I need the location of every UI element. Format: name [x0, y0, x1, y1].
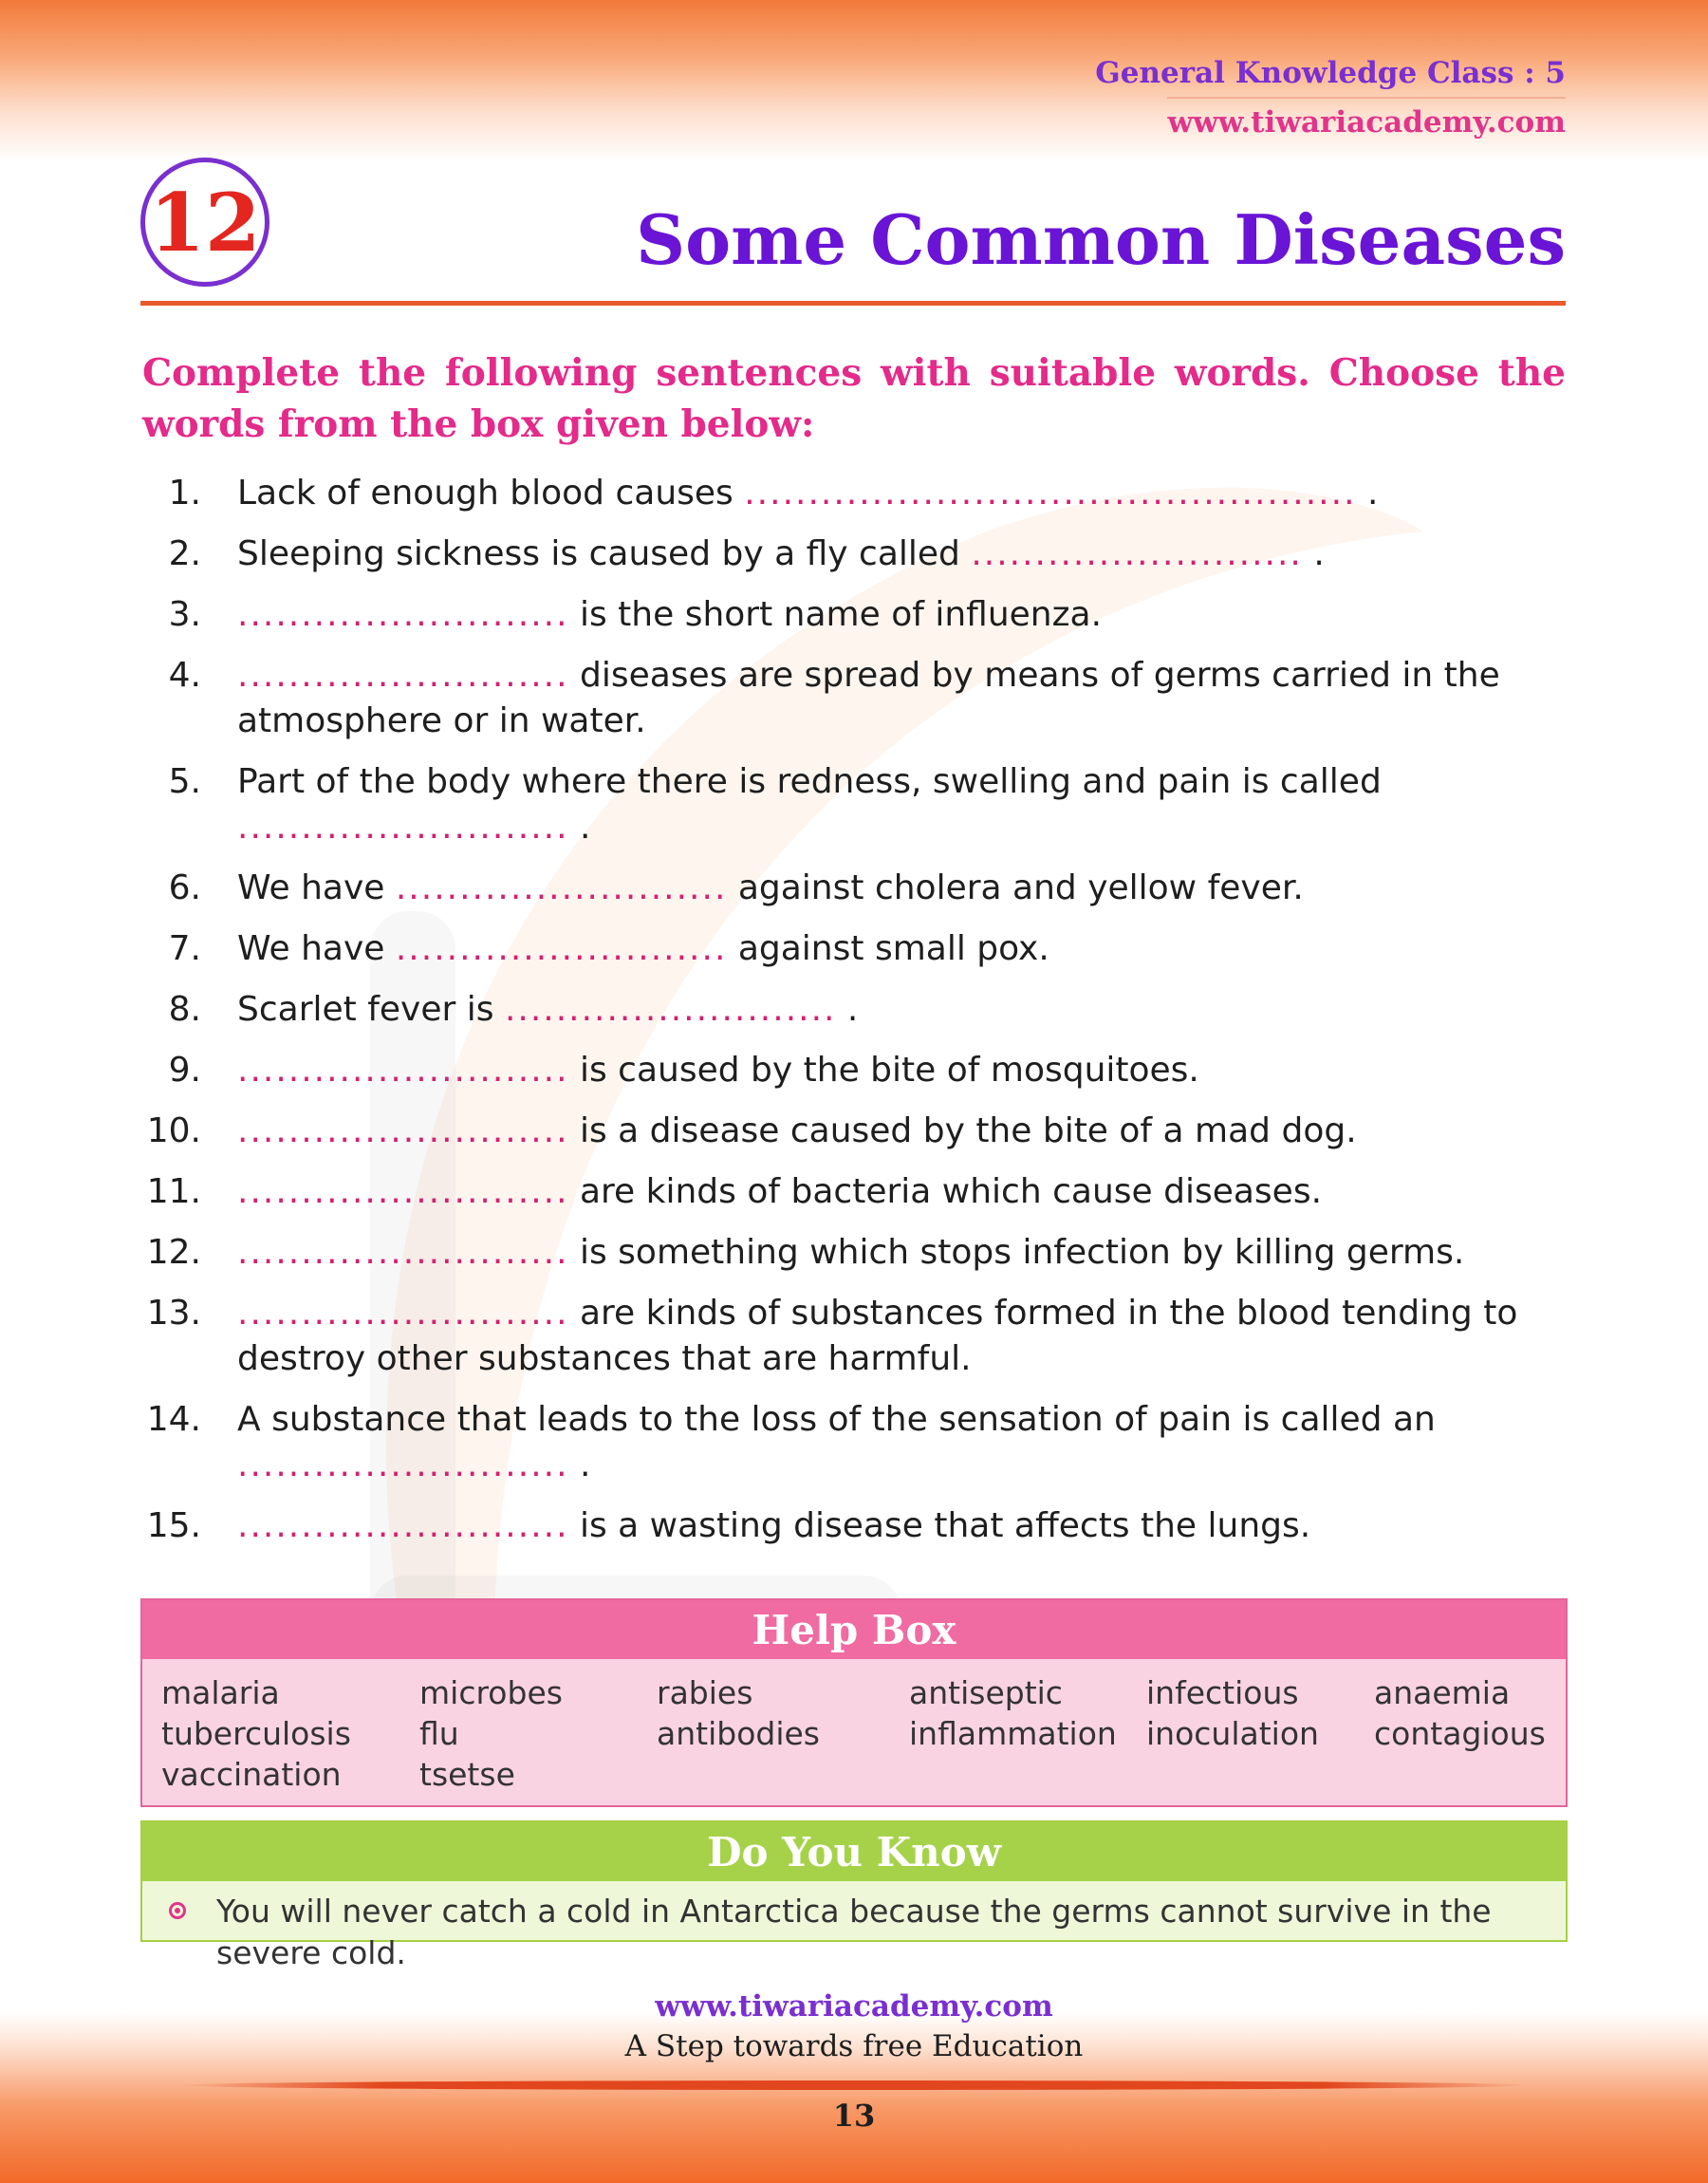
answer-blank: .......................... [237, 1294, 569, 1333]
help-word: microbes [419, 1674, 563, 1711]
question-text-after: are kinds of substances formed in the blood tending to destroy other substances that are harmful. [237, 1294, 1518, 1378]
question-text-after: . [568, 1446, 591, 1484]
answer-blank: .......................... [395, 868, 728, 907]
question-text-after: is a wasting disease that affects the lungs. [568, 1506, 1311, 1545]
answer-blank: .......................... [395, 929, 728, 968]
answer-blank: .......................... [237, 595, 569, 634]
answer-blank: .......................... [237, 1233, 569, 1272]
question-text-after: is something which stops infection by killing germs. [568, 1233, 1465, 1272]
footer-tagline: A Step towards free Education [624, 2029, 1084, 2063]
instruction-text: Complete the following sentences with suitable words. Choose the words from the box given below: [142, 351, 1566, 446]
question-text-after: against small pox. [727, 929, 1049, 968]
question-item [142, 532, 1585, 577]
help-word: infectious [1146, 1674, 1299, 1711]
question-item [142, 471, 1585, 516]
answer-blank: .......................... [971, 534, 1303, 573]
help-word: antiseptic [909, 1674, 1063, 1711]
question-number: 8. [168, 990, 201, 1029]
question-item [142, 987, 1585, 1033]
question-number: 9. [168, 1051, 201, 1090]
question-number: 10. [146, 1111, 201, 1150]
answer-blank: .......................... [504, 990, 837, 1029]
help-word: flu [419, 1715, 459, 1752]
header-info [1095, 49, 1566, 146]
answer-blank: .......................... [237, 656, 569, 695]
help-word: inflammation [909, 1715, 1117, 1752]
question-number: 7. [168, 929, 201, 968]
question-item [142, 1503, 1585, 1549]
question-text-before: Scarlet fever is [237, 990, 505, 1029]
footer-website: www.tiwariacademy.com [655, 1989, 1053, 2024]
question-item [142, 759, 1585, 850]
fact-text: You will never catch a cold in Antarctica because the germs cannot survive in the severe cold. [216, 1893, 1492, 1971]
question-item [142, 592, 1585, 638]
question-text-after: . [568, 808, 591, 847]
question-text-after: . [1356, 474, 1379, 513]
question-text-after: is caused by the bite of mosquitoes. [568, 1051, 1199, 1090]
question-text-after: are kinds of bacteria which cause diseases. [568, 1172, 1323, 1211]
question-text-after: is a disease caused by the bite of a mad dog. [568, 1111, 1357, 1150]
question-number: 5. [168, 762, 201, 801]
question-number: 3. [168, 595, 201, 634]
question-text-before: A substance that leads to the loss of the sensation of pain is called an [237, 1400, 1436, 1439]
question-text-before: Sleeping sickness is caused by a fly called [237, 534, 972, 573]
question-list [142, 471, 1585, 1564]
question-number: 13. [146, 1294, 201, 1333]
answer-blank: .......................... [237, 1172, 569, 1211]
help-word-grid [142, 1659, 1566, 1795]
help-word: anaemia [1374, 1674, 1511, 1711]
question-text-after: is the short name of influenza. [568, 595, 1103, 634]
question-number: 4. [168, 656, 201, 695]
help-box [140, 1598, 1568, 1807]
do-you-know-fact [142, 1881, 1566, 1974]
question-number: 12. [146, 1233, 201, 1272]
help-word: inoculation [1146, 1715, 1319, 1752]
question-number: 6. [168, 868, 201, 907]
question-number: 15. [146, 1506, 201, 1545]
do-you-know-box [140, 1820, 1568, 1971]
question-text-after: diseases are spread by means of germs carried in the atmosphere or in water. [237, 656, 1500, 740]
help-box-title: Help Box [142, 1600, 1566, 1659]
answer-blank: .......................... [237, 1111, 569, 1150]
question-text-after: against cholera and yellow fever. [727, 868, 1304, 907]
title-divider [140, 301, 1566, 306]
question-text-before: Part of the body where there is redness, swelling and pain is called [237, 762, 1382, 801]
chapter-title: Some Common Diseases [636, 199, 1566, 280]
page-number: 13 [832, 2098, 876, 2134]
bullet-icon [169, 1902, 186, 1919]
question-number: 2. [168, 534, 201, 573]
question-item [142, 1109, 1585, 1154]
question-number: 1. [168, 474, 201, 513]
question-item [142, 866, 1585, 911]
question-item [142, 1397, 1585, 1488]
question-number: 11. [146, 1172, 201, 1211]
question-item [142, 653, 1585, 744]
header-website: www.tiwariacademy.com [1167, 105, 1566, 140]
do-you-know-title: Do You Know [142, 1822, 1566, 1881]
question-number: 14. [146, 1400, 201, 1439]
question-text-before: We have [237, 868, 396, 907]
help-word: vaccination [161, 1756, 342, 1793]
answer-blank: .......................... [237, 808, 569, 847]
help-word: tuberculosis [161, 1715, 351, 1752]
help-word: tsetse [419, 1756, 515, 1793]
question-text-before: We have [237, 929, 396, 968]
question-item [142, 1048, 1585, 1093]
answer-blank: .......................... [237, 1506, 569, 1545]
chapter-number: 12 [140, 158, 269, 287]
help-word: rabies [657, 1674, 753, 1711]
question-text-after: . [836, 990, 859, 1029]
question-item [142, 1291, 1585, 1382]
help-word: contagious [1374, 1715, 1546, 1752]
help-word: malaria [161, 1674, 280, 1711]
question-item [142, 926, 1585, 972]
question-text-before: Lack of enough blood causes [237, 474, 745, 513]
question-item [142, 1169, 1585, 1215]
answer-blank: .......................... [237, 1446, 569, 1484]
answer-blank: ................................................ [744, 474, 1357, 513]
help-word: antibodies [657, 1715, 820, 1752]
question-item [142, 1230, 1585, 1276]
answer-blank: .......................... [237, 1051, 569, 1090]
footer-divider [180, 2080, 1528, 2090]
class-label: General Knowledge Class : 5 [1095, 56, 1566, 90]
question-text-after: . [1302, 534, 1325, 573]
